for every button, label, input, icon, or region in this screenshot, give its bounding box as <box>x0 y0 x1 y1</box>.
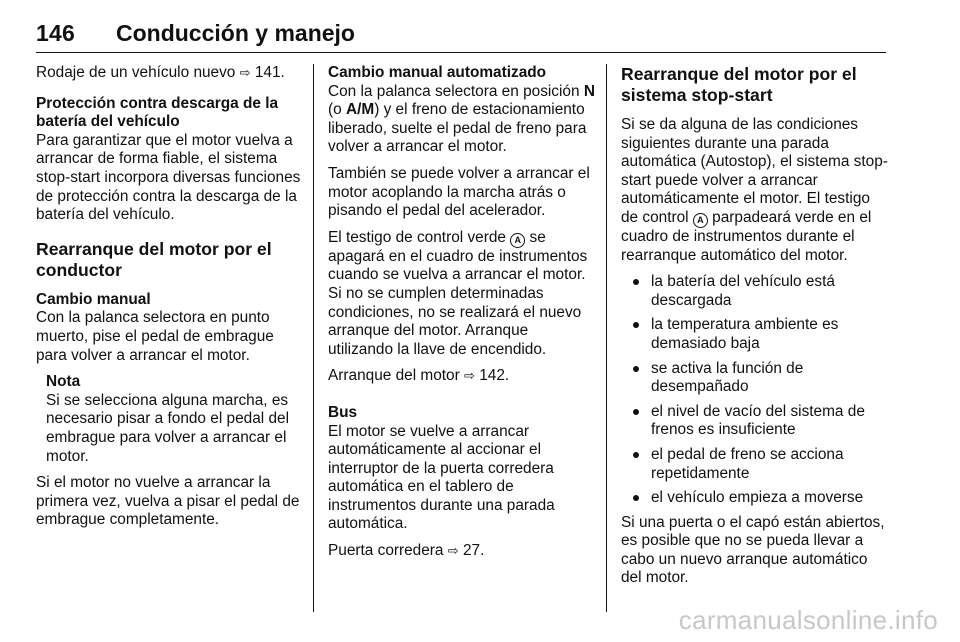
automated-gearbox-heading: Cambio manual automatizado <box>328 64 547 81</box>
intro-paragraph: Rodaje de un vehículo nuevo ⇨ 141. <box>36 64 285 81</box>
system-restart-heading: Rearranque del motor por el sistema stop-start <box>621 64 857 105</box>
manual-gearbox-text: Con la palanca selectora en punto muerto, pise el pedal de embrague para volver a arrancar el motor. <box>36 309 274 364</box>
automated-gearbox-text: Con la palanca selectora en posición N (o A/M) y el freno de estacionamiento liberado, suelte el pedal de freno para volver a arrancar el motor. <box>328 82 595 156</box>
sliding-door-page-link[interactable]: 27. <box>462 542 485 560</box>
list-item: la temperatura ambiente es demasiado baja <box>621 316 889 353</box>
door-open-text: Si una puerta o el capó están abiertos, es posible que no se pueda llevar a cabo un nuevo arranque automático del motor. <box>621 513 885 587</box>
header-rule <box>36 52 886 53</box>
gear-am-label: A/M <box>345 101 375 119</box>
list-item: la batería del vehículo está descargada <box>621 273 889 310</box>
note-title: Nota <box>46 373 81 391</box>
intro-page-link[interactable]: 141. <box>254 64 285 81</box>
battery-protection-heading: Protección contra descarga de la batería del vehículo <box>36 94 279 131</box>
page-number: 146 <box>36 20 75 46</box>
autostop-a-icon: A <box>510 233 525 248</box>
list-item: el vehículo empieza a moverse <box>621 489 889 508</box>
driver-restart-heading: Rearranque del motor por el conductor <box>36 238 272 280</box>
page-title: Conducción y manejo <box>116 20 355 46</box>
reverse-gear-text: También se puede volver a arrancar el motor acoplando la marcha atrás o pisando el pedal del acelerador. <box>328 164 590 220</box>
note-box <box>36 373 306 466</box>
bus-text: El motor se vuelve a arrancar automáticamente al accionar el interruptor de la puerta corredera automática en el tablero de instrumentos durante una parada automática. <box>328 422 555 533</box>
conditions-list <box>621 273 889 508</box>
column-divider-2 <box>606 64 607 612</box>
engine-start-reference: Arranque del motor ⇨ 142. <box>328 367 510 385</box>
page-reference-arrow-icon: ⇨ <box>464 368 475 384</box>
column-divider-1 <box>313 64 314 612</box>
autostop-a-icon: A <box>693 213 708 228</box>
list-item: se activa la función de desempañado <box>621 360 889 397</box>
list-item: el pedal de freno se acciona repetidamente <box>621 446 889 483</box>
battery-protection-text: Para garantizar que el motor vuelva a arrancar de forma fiable, el sistema stop-start incorpora diversas funciones de protección contra la descarga de la batería del vehículo. <box>36 131 301 224</box>
system-restart-text: Si se da alguna de las condiciones siguientes durante una parada automática (Autostop), el sistema stop-start puede volver a arrancar automáticamente el motor. El testigo de control A parpadeará verde en el cuadro de instrumentos durante el rearranque automático del motor. <box>621 116 888 264</box>
page-reference-arrow-icon: ⇨ <box>239 65 251 80</box>
gear-n-label: N <box>583 82 595 100</box>
manual-gearbox-heading: Cambio manual <box>36 290 151 308</box>
list-item: el nivel de vacío del sistema de frenos es insuficiente <box>621 403 889 440</box>
sliding-door-reference: Puerta corredera ⇨ 27. <box>328 542 485 560</box>
page-reference-arrow-icon: ⇨ <box>447 543 459 559</box>
column-left <box>36 64 306 538</box>
column-right <box>621 64 889 596</box>
engine-start-page-link[interactable]: 142. <box>479 367 510 385</box>
column-middle <box>328 64 596 569</box>
control-lamp-text: El testigo de control verde A se apagará en el cuadro de instrumentos cuando se vuelva a arrancar el motor. Si no se cumplen determinadas condiciones, no se realizará el nuevo arranque del motor. Arranque utilizando la llave de encendido. <box>328 228 588 358</box>
bus-heading: Bus <box>328 403 358 421</box>
watermark: carmanualsonline.info <box>678 605 938 635</box>
note-text: Si se selecciona alguna marcha, es necesario pisar a fondo el pedal del embrague para volver a arrancar el motor. <box>46 391 289 465</box>
retry-text: Si el motor no vuelve a arrancar la primera vez, vuelva a pisar el pedal de embrague completamente. <box>36 474 300 529</box>
